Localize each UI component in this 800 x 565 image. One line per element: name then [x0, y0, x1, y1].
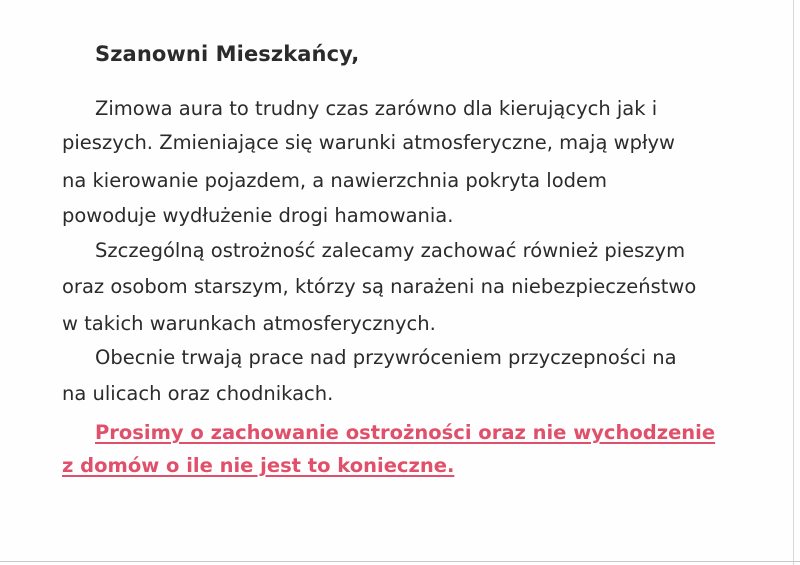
notice-line-1: Prosimy o zachowanie ostrożności oraz nie wychodzenie: [95, 421, 716, 444]
notice-line-2: z domów o ile nie jest to konieczne.: [62, 454, 455, 477]
paragraph-1-line-4: powoduje wydłużenie drogi hamowania.: [62, 204, 454, 227]
paragraph-2-line-1: Szczególną ostrożność zalecamy zachować również pieszym: [95, 239, 686, 262]
letter-greeting: Szanowni Mieszkańcy,: [95, 42, 360, 66]
paragraph-1-line-3: na kierowanie pojazdem, a nawierzchnia pokryta lodem: [62, 169, 608, 192]
paragraph-1-line-1: Zimowa aura to trudny czas zarówno dla kierujących jak i: [95, 97, 658, 120]
paragraph-3-line-2: na ulicach oraz chodnikach.: [62, 382, 334, 405]
paragraph-2-line-3: w takich warunkach atmosferycznych.: [62, 312, 436, 335]
paragraph-2-line-2: oraz osobom starszym, którzy są narażeni na niebezpieczeństwo: [62, 275, 697, 298]
page-edge-bottom: [0, 561, 800, 562]
paragraph-3-line-1: Obecnie trwają prace nad przywróceniem przyczepności na: [95, 346, 677, 369]
page-edge-right: [793, 0, 794, 565]
paragraph-1-line-2: pieszych. Zmieniające się warunki atmosferyczne, mają wpływ: [62, 131, 675, 154]
